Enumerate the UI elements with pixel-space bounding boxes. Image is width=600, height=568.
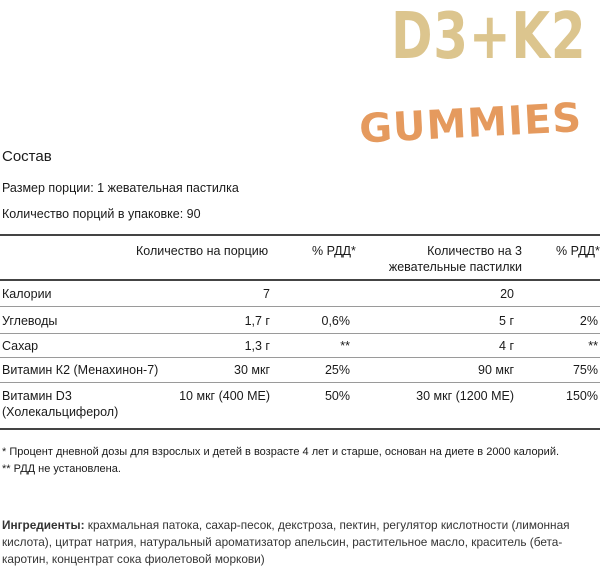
brand-subtitle: GUMMIES [358, 95, 584, 153]
row-amount3: 90 мкг [478, 363, 514, 377]
row-divider [0, 306, 600, 307]
row-divider [0, 357, 600, 358]
table-top-rule [0, 234, 600, 236]
header-per-three-line1: Количество на 3 [427, 244, 522, 258]
brand-title: D3+K2 [390, 0, 586, 74]
row-rdd: 25% [324, 363, 350, 377]
servings-per-pack: Количество порций в упаковке: 90 [2, 207, 201, 221]
row-amount3: 4 г [499, 339, 514, 353]
row-amount: 7 [263, 287, 270, 301]
header-per-three-line2: жевательные пастилки [388, 260, 522, 274]
row-rdd: 0,6% [321, 314, 350, 328]
row-amount3: 20 [500, 287, 514, 301]
row-amount: 30 мкг [234, 363, 270, 377]
ingredients-label: Ингредиенты: [2, 518, 85, 532]
footnote-not-established: ** РДД не установлена. [2, 463, 121, 475]
ingredients [2, 517, 598, 568]
row-divider [0, 333, 600, 334]
row-divider [0, 382, 600, 383]
row-name: Углеводы [2, 314, 58, 328]
row-rdd: ** [340, 339, 350, 353]
row-name: Калории [2, 287, 52, 301]
header-rdd-2: % РДД* [556, 244, 600, 258]
row-amount: 1,3 г [244, 339, 270, 353]
row-amount3: 5 г [499, 314, 514, 328]
row-amount: 1,7 г [244, 314, 270, 328]
row-amount3: 30 мкг (1200 МЕ) [416, 389, 514, 403]
row-rdd3: ** [588, 339, 598, 353]
table-bottom-rule [0, 428, 600, 430]
header-per-serving: Количество на порцию [136, 244, 269, 258]
header-rdd-1: % РДД* [312, 244, 356, 258]
header-rule [0, 279, 600, 281]
footnote-rdd: * Процент дневной дозы для взрослых и детей в возрасте 4 лет и старше, основан на диете в 2000 калорий. [2, 446, 560, 458]
row-name: Витамин К2 (Менахинон-7) [2, 363, 159, 377]
serving-size: Размер порции: 1 жевательная пастилка [2, 181, 239, 195]
row-amount: 10 мкг (400 МЕ) [179, 389, 270, 403]
row-name-line2: (Холекальциферол) [2, 405, 119, 419]
row-rdd3: 150% [566, 389, 598, 403]
row-rdd3: 75% [572, 363, 598, 377]
row-name-line1: Витамин D3 [2, 389, 72, 403]
ingredients-text: крахмальная патока, сахар-песок, декстроза, пектин, регулятор кислотности (лимонная кислота), цитрат натрия, натуральный ароматизатор апельсин, растительное масло, краситель (бета-каротин, концентрат сока фиолетовой моркови) [2, 518, 570, 566]
row-rdd3: 2% [579, 314, 598, 328]
section-title: Состав [2, 148, 52, 165]
row-name: Сахар [2, 339, 39, 353]
row-rdd: 50% [324, 389, 350, 403]
